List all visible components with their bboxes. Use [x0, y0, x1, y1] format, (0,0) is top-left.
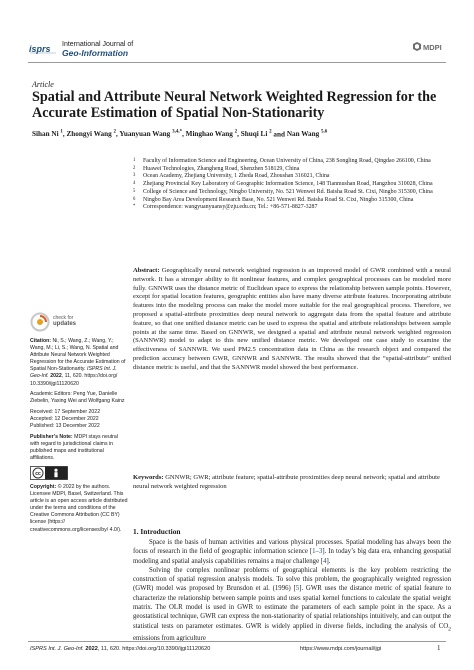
- author-name[interactable]: Nan Wang: [286, 130, 320, 139]
- author[interactable]: Minghao Wang $^2$,: [185, 130, 239, 139]
- check-updates-line1: check for: [53, 315, 74, 321]
- section-heading: 1. Introduction: [133, 527, 181, 536]
- publisher-note-label: Publisher’s Note:: [30, 433, 73, 440]
- author[interactable]: Yuanyuan Wang $^{3,4,*}$,: [119, 130, 184, 139]
- footer-rule: [28, 641, 446, 642]
- affil-marker: 4: [133, 181, 136, 187]
- affil-marker: 1: [133, 158, 136, 163]
- author-affil-marker: 3,4,*: [172, 130, 183, 135]
- keywords-text: GNNWR; GWR; attribute feature; spatial-attribute proximities deep neural network; spatial and attribute neural network weighted regression: [133, 474, 440, 490]
- author-affil-marker: 2: [234, 130, 238, 135]
- citation-doi[interactable]: , 11, 620. https://doi.org/ 10.3390/ijgi11120620: [30, 373, 118, 387]
- affiliation: [133, 189, 433, 197]
- affiliation: [133, 166, 433, 174]
- author-name[interactable]: Yuanyuan Wang: [119, 130, 171, 139]
- affiliation: [133, 197, 433, 205]
- author-affil-marker: 2: [269, 130, 272, 135]
- journal-name-line1: International Journal of: [62, 41, 134, 48]
- paragraph: [133, 566, 451, 644]
- affil-text: Huawei Technologies, Zhangheng Road, Shenzhen 518129, China: [143, 165, 300, 172]
- author-name[interactable]: Sihan Ni: [32, 130, 59, 139]
- received-date: Received: 17 September 2022: [30, 408, 101, 415]
- check-for-updates-badge[interactable]: [30, 312, 108, 332]
- affil-text: Ningbo Bay Area Development Research Base, No. 521 Wenwei Rd. Baisha Road St. Cixi, Ningbo 315300, China: [143, 196, 414, 203]
- citation: [30, 338, 128, 388]
- author[interactable]: Sihan Ni $^1$,: [32, 130, 65, 139]
- dates: [30, 409, 128, 430]
- subscript: 2: [448, 626, 451, 633]
- text: ].: [326, 557, 331, 565]
- publisher-note: [30, 434, 128, 462]
- check-updates-line2: updates: [53, 321, 77, 327]
- article-type: Article: [32, 80, 54, 89]
- text: emissions from agriculture: [133, 635, 206, 643]
- mdpi-logo: [412, 41, 446, 59]
- cc-label: cc: [35, 471, 41, 477]
- footer-journal: ISPRS Int. J. Geo-Inf.: [30, 646, 84, 652]
- citation-link[interactable]: 4: [323, 557, 327, 565]
- footer-journal-url[interactable]: https://www.mdpi.com/journal/ijgi: [300, 646, 382, 652]
- affil-text: College of Science and Technology, Ningbo University, No. 521 Wenwei Rd. Baisha Road St. Cixi, Ningbo 315300, China: [143, 188, 433, 195]
- check-updates-icon: [30, 312, 50, 332]
- journal-name-line2: Geo-Information: [62, 48, 129, 58]
- published-date: Published: 13 December 2022: [30, 423, 100, 430]
- affil-text: Faculty of Information Science and Engineering, Ocean University of China, 238 Songling Road, Qingdao 266100, China: [143, 158, 431, 164]
- copyright-label: Copyright:: [30, 484, 57, 490]
- article-sidebar: [30, 338, 128, 537]
- author[interactable]: Zhongyi Wang $^2$,: [66, 130, 118, 139]
- abstract-text: Geographically neural network weighted regression is an improved model of GWR combined with a neural network. It has a stronger ability to fit nonlinear features, and complex geographical processes can be modeled more fully. GNNWR uses the distance metric of Euclidean space to express the relationship between sample points. However, except for spatial location features, geographic entities also have many diverse attribute features. Incorporating attribute features into the modeling process can make the model more suitable for the real geographical process. Therefore, we proposed a spatial-attribute proximities deep neural network to aggregate data from the spatial feature and attribute feature, so that one unified distance metric can be used to express the spatial and attribute relationships between sample points at the same time. Based on GNNWR, we designed a spatial and attribute neural network weighted regression (SANNWR) model to adapt to this new unified distance metric. We developed one case study to examine the effectiveness of SANNWR. We used PM2.5 concentration data in China as the research object and compared the prediction accuracy between GWR, GNNWR and SANNWR. The results showed that the “spatial-attribute” unified distance metric is useful, and that the SANNWR model showed the best performance.: [133, 267, 451, 371]
- isprs-logo: [28, 42, 58, 56]
- author-affil-marker: 5,6: [321, 130, 328, 135]
- academic-editors: [30, 391, 128, 405]
- affil-marker: 6: [133, 196, 136, 202]
- author-name[interactable]: Zhongyi Wang: [66, 130, 112, 139]
- journal-name: [62, 40, 133, 58]
- isprs-logo-text: isprs: [29, 44, 51, 54]
- affil-marker: 5: [133, 188, 136, 194]
- affil-marker: 2: [133, 165, 136, 171]
- footer-year: 2022: [85, 646, 98, 652]
- author-affil-marker: 1: [60, 130, 63, 135]
- paragraph: [133, 538, 451, 566]
- text: ]. GWR uses the distance metric of spatial feature to characterize the relationship between sample points and uses spatial kernel functions to calculate the spatial weight matrix. The OLR model is used in GWR to estimate the parameters of each sample point in the space. As a geostatistical technique, GWR can express the non-stationarity of spatial relationships intuitively, and can output the statistical tests on parameter estimates. GWR is widely applied in diverse fields, including the analysis of CO: [133, 585, 451, 630]
- publisher-note-text: MDPI stays neutral with regard to jurisdictional claims in published maps and institutional affiliations.: [30, 433, 118, 461]
- citation-year: 2022: [50, 373, 62, 380]
- affiliation: [133, 173, 433, 181]
- affiliations: [133, 158, 433, 212]
- author-name[interactable]: Minghao Wang: [185, 130, 233, 139]
- keywords-label: Keywords:: [133, 474, 164, 481]
- text: Solving the complex nonlinear problems of geographical elements is the key problem restricting the construction of spatial regression analysis models. To solve this problem, the geographically weighted regression (GWR) model was proposed by Brunsdon et al. (1996) [: [133, 566, 451, 593]
- author[interactable]: [241, 130, 272, 138]
- editors-label: Academic Editors:: [30, 391, 72, 398]
- citation-link[interactable]: 5: [295, 585, 300, 593]
- introduction-body: [133, 538, 451, 644]
- citation-label: Citation:: [30, 338, 52, 344]
- author[interactable]: [287, 130, 327, 138]
- footer-doi[interactable]: , 11, 620. https://doi.org/10.3390/ijgi11120620: [97, 646, 211, 652]
- abstract: [133, 267, 451, 373]
- abstract-label: Abstract:: [133, 267, 160, 274]
- cc-by-license-icon[interactable]: [30, 466, 68, 480]
- affiliation: [133, 158, 433, 166]
- page-number: 1: [437, 644, 441, 652]
- affil-marker: 3: [133, 173, 136, 179]
- affil-text: Zhejiang Provincial Key Laboratory of Geographic Information Science, 148 Tianmushan Road, Hangzhou 310028, China: [143, 181, 433, 188]
- article-title: Spatial and Attribute Neural Network Weighted Regression for the Accurate Estimation of Spatial Non-Stationarity: [32, 89, 437, 121]
- text: Space is the basis of human activities and various physical processes. Spatial modeling has always been the focus of research in the field of geographic information science [: [133, 539, 451, 556]
- affil-marker: *: [133, 204, 136, 210]
- copyright-text: © 2022 by the authors. Licensee MDPI, Basel, Switzerland. This article is an open access article distributed under the terms and conditions of the Creative Commons Attribution (CC BY) license (https:// creativecommons.org/licenses/by/ 4.0/).: [30, 484, 128, 533]
- header-rule: [28, 62, 446, 63]
- author-list: Sihan Ni $^1$, Zhongyi Wang $^2$, Yuanyuan Wang $^{3,4,*}$, Minghao Wang $^2$, Shuqi Li $^2$ and Nan Wang $^{5,6}$: [32, 130, 328, 139]
- author-name[interactable]: Shuqi Li: [240, 130, 268, 139]
- accepted-date: Accepted: 12 December 2022: [30, 415, 99, 422]
- text: ]. In today’s big data era, enhancing geospatial modeling and spatial analysis capabilities remains a major challenge [: [133, 548, 451, 565]
- mdpi-logo-text: MDPI: [423, 43, 442, 52]
- affiliation: [133, 181, 433, 189]
- citation-journal: ISPRS Int. J. Geo-Inf.: [30, 366, 117, 380]
- citation-text: Ni, S.; Wang, Z.; Wang, Y.; Wang, M.; Li, S.; Wang, N. Spatial and Attribute Neural Network Weighted Regression for the Accurate Estimation of Spatial Non-Stationarity.: [30, 338, 126, 373]
- keywords: [133, 474, 451, 492]
- correspondence[interactable]: [133, 204, 433, 212]
- correspondence-text[interactable]: Correspondence: wangyuanyuansy@zju.edu.cn; Tel.: +86-571-8827-3287: [143, 204, 318, 211]
- editors-names: Peng Yue, Danielle Ziebelin, Yaxing Wei and Wolfgang Kainz: [30, 391, 125, 405]
- copyright: [30, 484, 128, 534]
- affil-text: Ocean Academy, Zhejiang University, 1 Zheda Road, Zhoushan 316021, China: [143, 173, 330, 180]
- author-affil-marker: 2: [113, 130, 116, 135]
- citation-link[interactable]: 1–3: [312, 548, 323, 556]
